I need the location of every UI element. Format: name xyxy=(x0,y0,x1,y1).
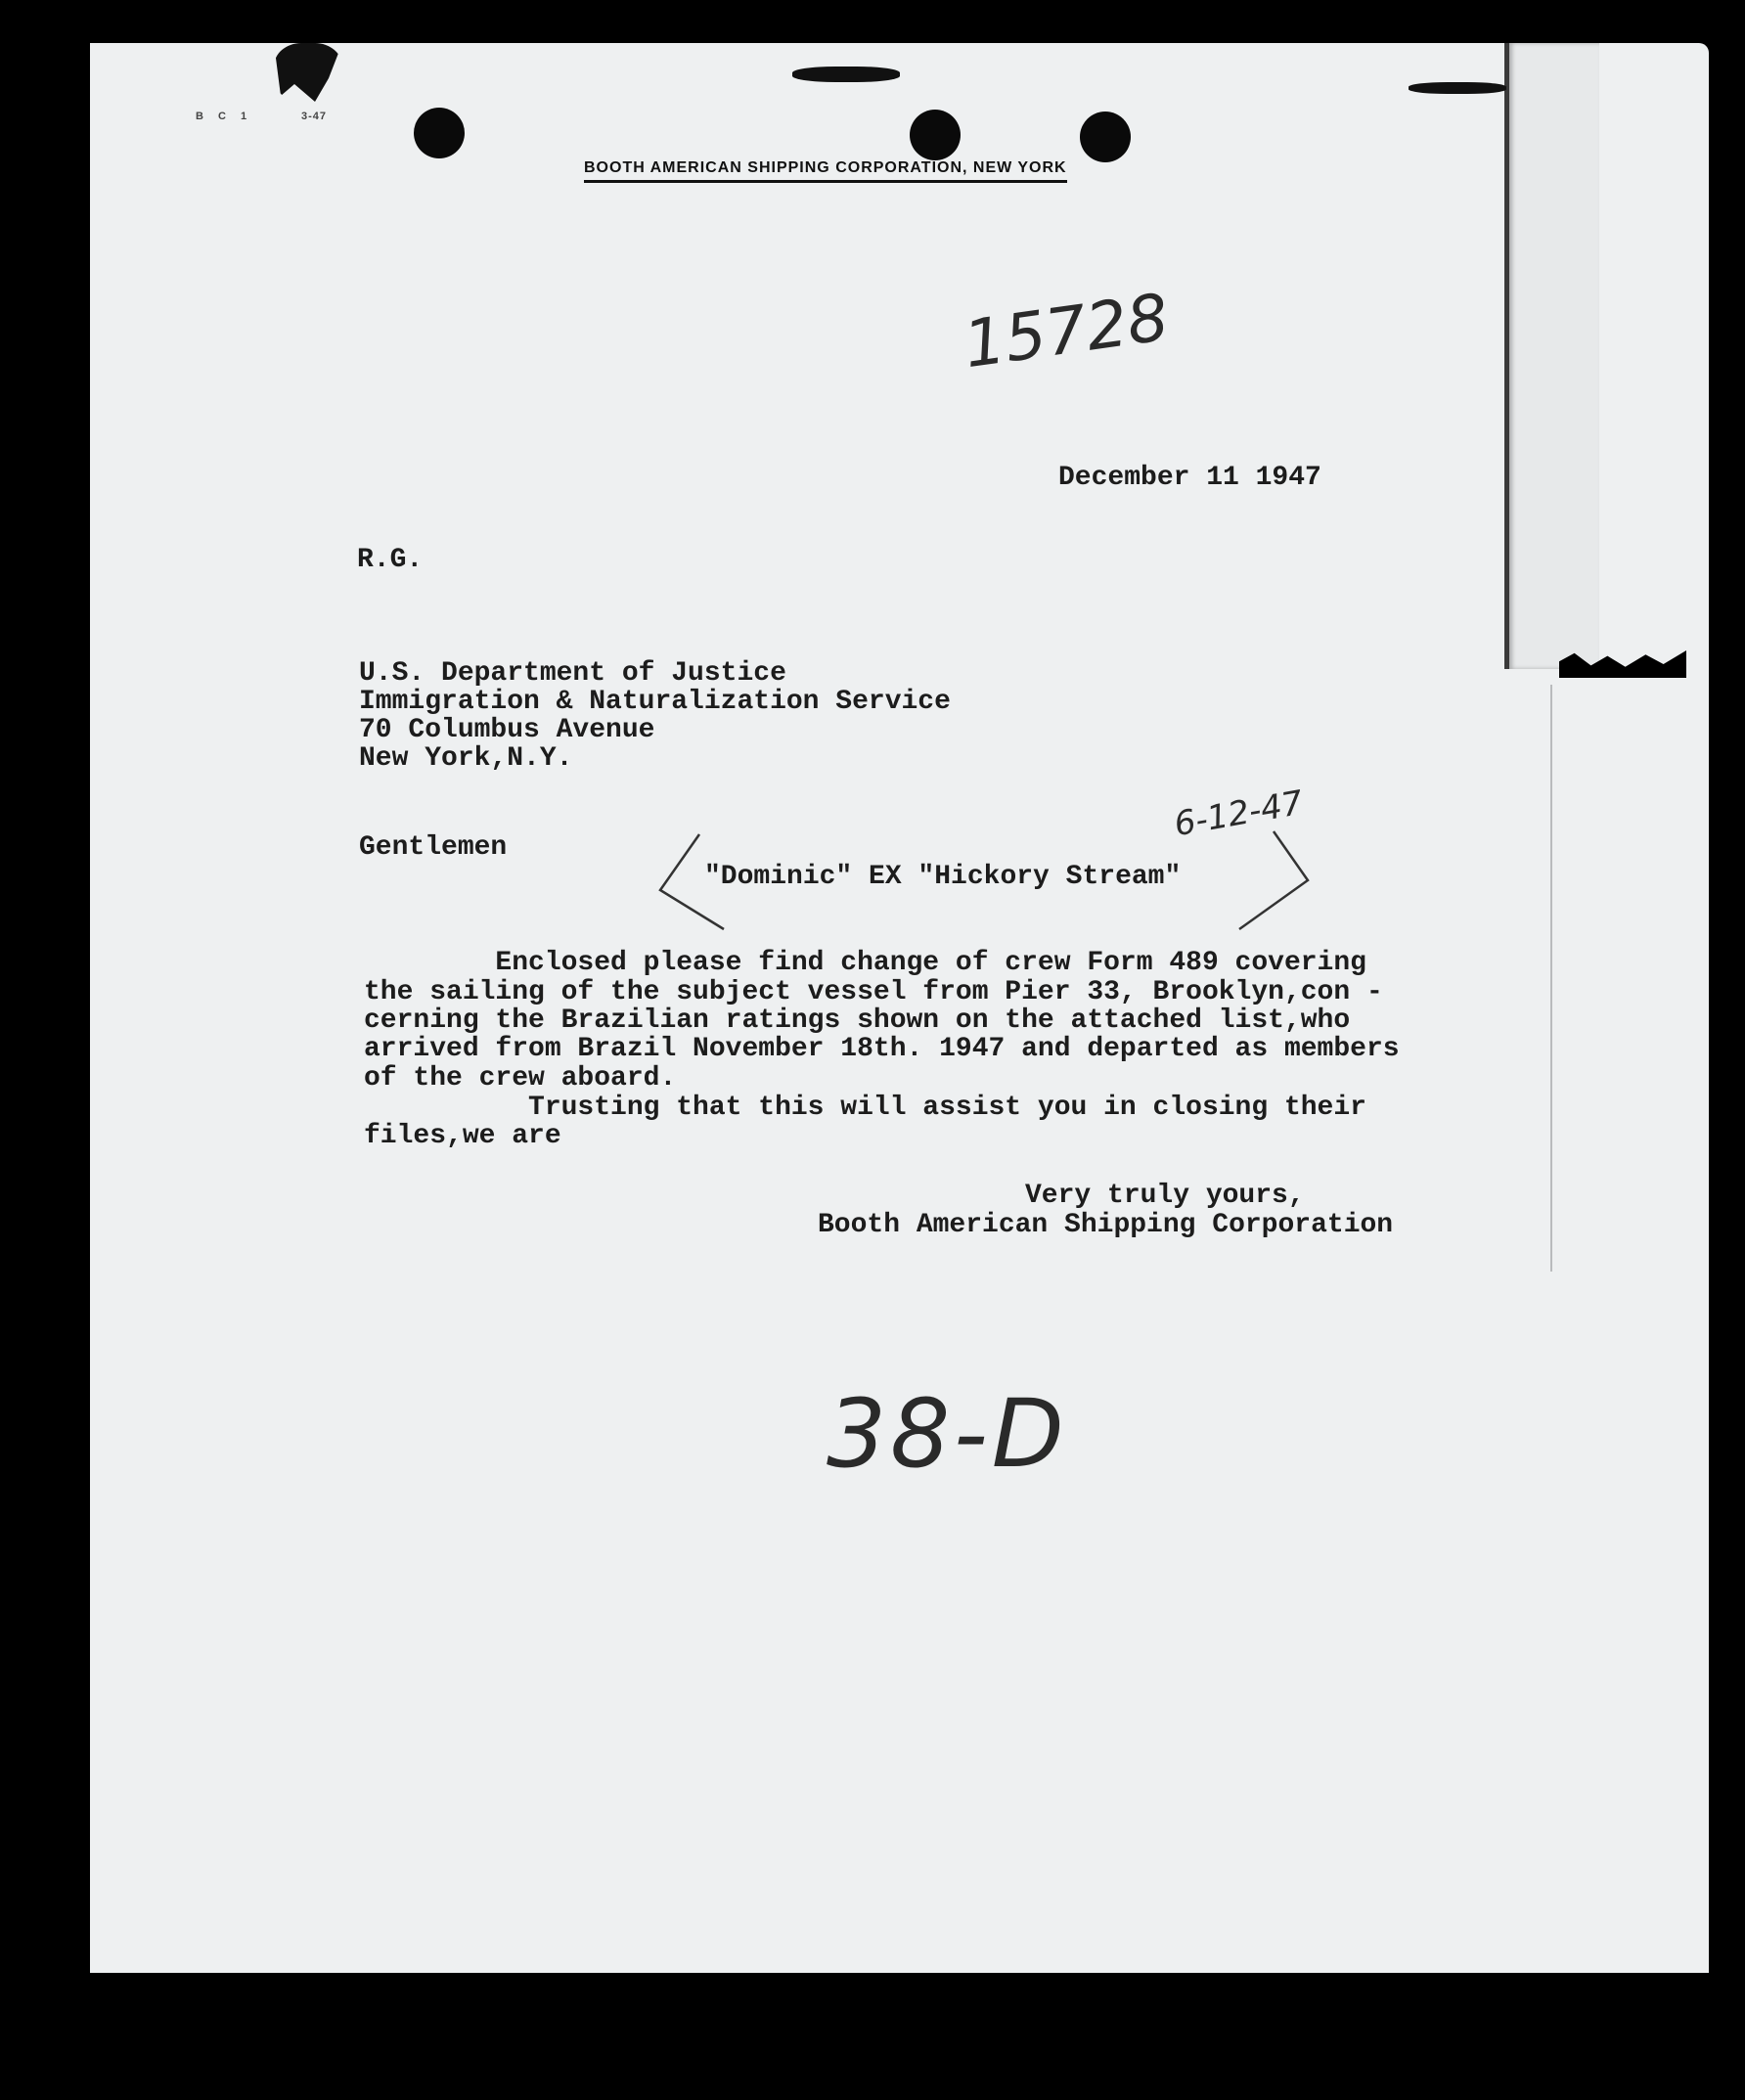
body-line: Enclosed please find change of crew Form 489 covering xyxy=(364,948,1366,978)
folded-paper-flap xyxy=(1504,43,1599,669)
handwritten-file-number: 15728 xyxy=(959,279,1174,383)
subject-line: "Dominic" EX "Hickory Stream" xyxy=(704,862,1182,892)
paper-damage-mark xyxy=(792,67,900,82)
closing-line: Very truly yours, xyxy=(1025,1181,1305,1211)
body-line: cerning the Brazilian ratings shown on the attached list,who xyxy=(364,1005,1351,1036)
form-code-right: 3-47 xyxy=(301,111,328,122)
address-line: New York,N.Y. xyxy=(359,743,573,774)
body-line: files,we are xyxy=(364,1121,561,1151)
salutation: Gentlemen xyxy=(359,832,508,863)
form-code-left: B C 1 xyxy=(196,111,253,122)
address-line: U.S. Department of Justice xyxy=(359,658,786,689)
reference-initials: R.G. xyxy=(357,545,424,575)
hand-drawn-bracket-right xyxy=(1234,827,1322,934)
company-letterhead: BOOTH AMERICAN SHIPPING CORPORATION, NEW YORK xyxy=(584,159,1067,183)
body-line: of the crew aboard. xyxy=(364,1063,677,1094)
signature-company: Booth American Shipping Corporation xyxy=(818,1210,1394,1240)
handwritten-date: 6-12-47 xyxy=(1171,782,1307,845)
address-line: Immigration & Naturalization Service xyxy=(359,687,951,717)
address-line: 70 Columbus Avenue xyxy=(359,715,655,745)
punch-hole xyxy=(910,110,961,160)
body-line: arrived from Brazil November 18th. 1947 and departed as members xyxy=(364,1034,1400,1064)
letter-date: December 11 1947 xyxy=(1058,463,1321,493)
punch-hole xyxy=(414,108,465,158)
handwritten-note: 38-D xyxy=(827,1379,1068,1489)
paper-damage-mark xyxy=(1409,82,1506,94)
punch-hole xyxy=(1080,112,1131,162)
body-line: Trusting that this will assist you in closing their xyxy=(364,1093,1366,1123)
body-line: the sailing of the subject vessel from Pier 33, Brooklyn,con - xyxy=(364,977,1383,1007)
fold-shadow-line xyxy=(1550,685,1552,1272)
